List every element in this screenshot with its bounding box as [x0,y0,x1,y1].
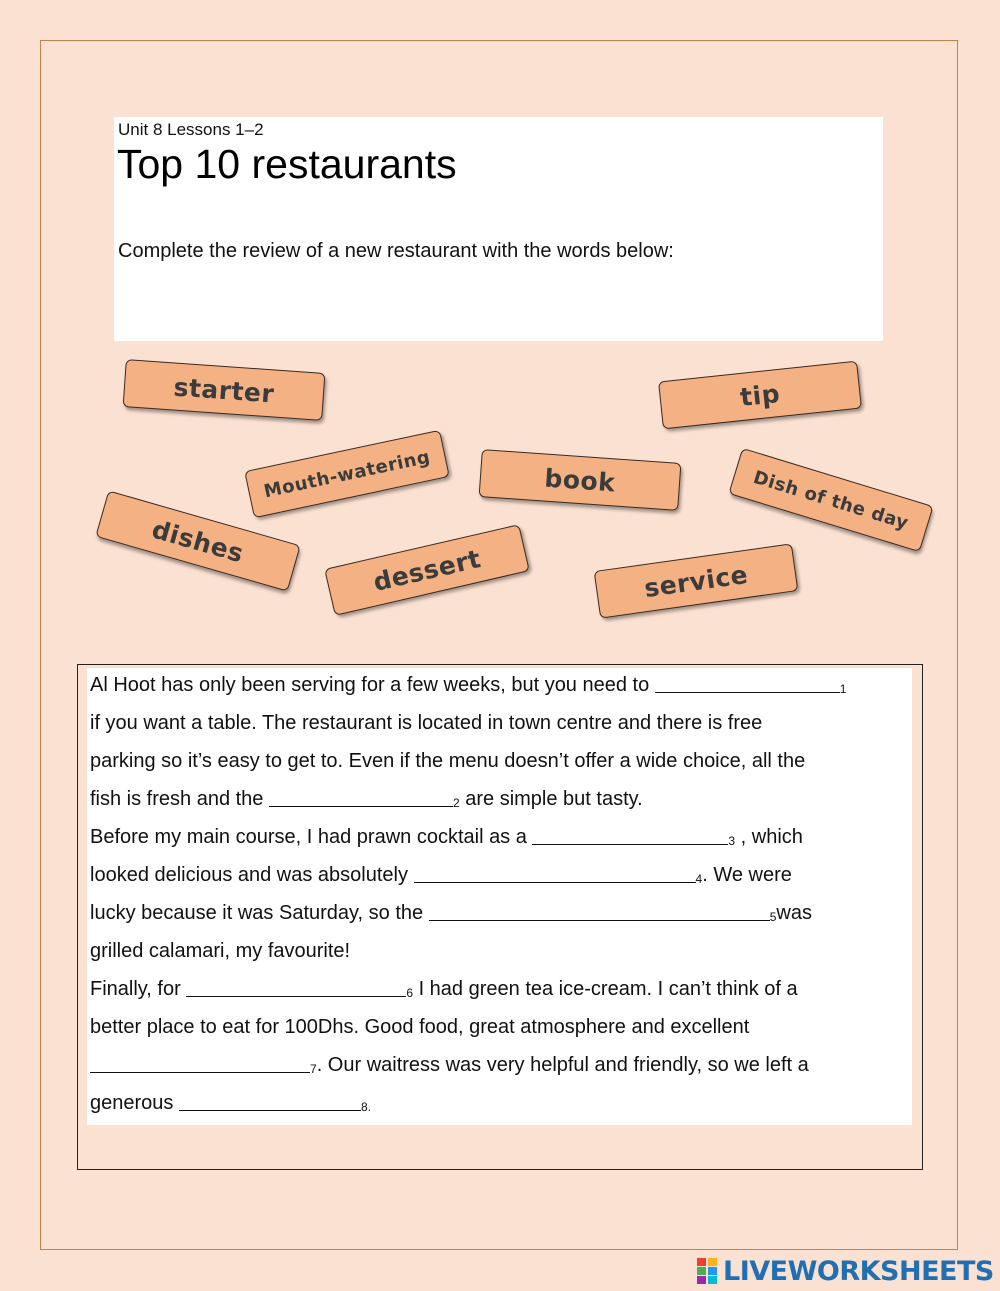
word-card-starter[interactable]: starter [123,359,326,421]
instructions: Complete the review of a new restaurant with the words below: [118,240,674,262]
review-line-7: lucky because it was Saturday, so the 5was [90,902,812,924]
review-line-11: 7. Our waitress was very helpful and friendly, so we left a [90,1054,809,1077]
review-line-6: looked delicious and was absolutely 4. We were [90,864,792,886]
word-card-tip[interactable]: tip [658,361,862,430]
review-line-12: generous 8. [90,1092,371,1114]
blank-8[interactable] [179,1092,361,1111]
blank-2[interactable] [269,788,453,807]
review-line-3: parking so it’s easy to get to. Even if the menu doesn’t offer a wide choice, all the [90,750,806,772]
word-card-dishes[interactable]: dishes [95,490,300,591]
blank-5[interactable] [429,902,770,921]
review-line-10: better place to eat for 100Dhs. Good food, great atmosphere and excellent [90,1016,750,1038]
word-card-book[interactable]: book [479,449,682,511]
blank-3[interactable] [532,826,728,845]
word-card-dish-of-the-day[interactable]: Dish of the day [728,448,933,552]
unit-label: Unit 8 Lessons 1–2 [118,120,264,139]
blank-1[interactable] [655,674,840,693]
review-line-9: Finally, for 6 I had green tea ice-cream. I can’t think of a [90,978,798,1000]
page-title: Top 10 restaurants [117,141,457,187]
liveworksheets-logo-icon [697,1258,719,1284]
blank-6[interactable] [186,978,406,997]
word-card-service[interactable]: service [594,543,799,618]
review-line-8: grilled calamari, my favourite! [90,940,351,962]
word-card-dessert[interactable]: dessert [324,524,530,616]
blank-7[interactable] [90,1054,310,1073]
review-text [87,668,912,1125]
review-line-1: Al Hoot has only been serving for a few weeks, but you need to 1 [90,674,847,696]
review-line-5: Before my main course, I had prawn cocktail as a 3 , which [90,826,803,848]
header-box [114,117,883,341]
word-card-mouth-watering[interactable]: Mouth-watering [244,430,450,519]
blank-4[interactable] [414,864,696,883]
review-line-2: if you want a table. The restaurant is located in town centre and there is free [90,712,763,734]
liveworksheets-logo[interactable] [697,1256,994,1286]
review-line-4: fish is fresh and the 2 are simple but tasty. [90,788,643,810]
liveworksheets-logo-text: LIVEWORKSHEETS [723,1255,994,1287]
